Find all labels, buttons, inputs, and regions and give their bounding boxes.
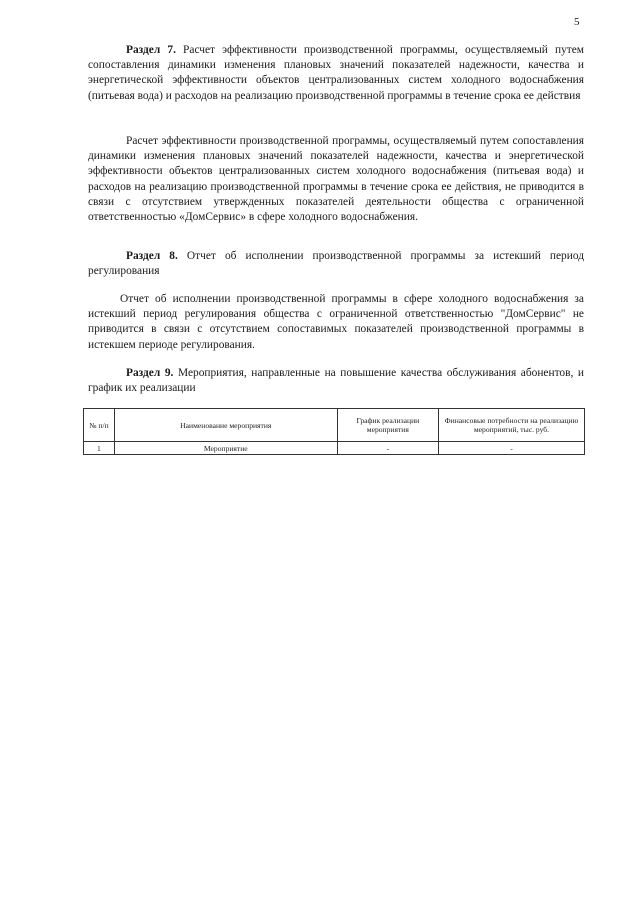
cell-number: 1 — [84, 442, 115, 455]
header-number: № п/п — [84, 409, 115, 442]
page-number: 5 — [574, 16, 580, 28]
cell-schedule: - — [337, 442, 438, 455]
section-8-label: Раздел 8. — [126, 250, 178, 262]
section-9-label: Раздел 9. — [126, 367, 174, 379]
cell-measure-name: Мероприятие — [114, 442, 337, 455]
header-finance: Финансовые потребности на реализацию мероприятий, тыс. руб. — [438, 409, 584, 442]
cell-finance: - — [438, 442, 584, 455]
section-7-title: Расчет эффективности производственной программы, осуществляемый путем сопоставления динамики изменения плановых значений показателей надежности, качества и энергетической эффективности объектов централизованных систем холодного водоснабжения (питьевая вода) и расходов на реализацию производственной программы в течение срока ее действия — [88, 44, 585, 102]
section-8-title: Отчет об исполнении производственной программы за истекший период регулирования — [88, 250, 584, 278]
section-9-title: Мероприятия, направленные на повышение качества обслуживания абонентов, и график их реализации — [88, 367, 585, 395]
section-8-heading — [88, 249, 584, 279]
section-7-heading — [88, 43, 584, 104]
table-row — [84, 442, 585, 455]
section-7-body: Расчет эффективности производственной программы, осуществляемый путем сопоставления динамики изменения плановых значений показателей надежности, качества и энергетической эффективности объектов централизованных систем холодного водоснабжения (питьевая вода) и расходов на реализацию производственной программы в течение срока ее действия, не приводится в связи с отсутствием утвержденных показателей деятельности общества с ограниченной ответственностью «ДомСервис» в сфере холодного водоснабжения. — [88, 135, 584, 224]
section-8-body: Отчет об исполнении производственной программы в сфере холодного водоснабжения за истекший период регулирования общества с ограниченной ответственностью "ДомСервис" не приводится в связи с отсутствием сопоставимых показателей производственной программы в истекшем периоде регулирования. — [88, 293, 584, 351]
section-9-heading — [88, 366, 584, 396]
header-measure-name: Наименование мероприятия — [114, 409, 337, 442]
measures-table — [83, 408, 585, 455]
header-schedule: График реализации мероприятия — [337, 409, 438, 442]
section-7-label: Раздел 7. — [126, 44, 176, 56]
table-header-row — [84, 409, 585, 442]
